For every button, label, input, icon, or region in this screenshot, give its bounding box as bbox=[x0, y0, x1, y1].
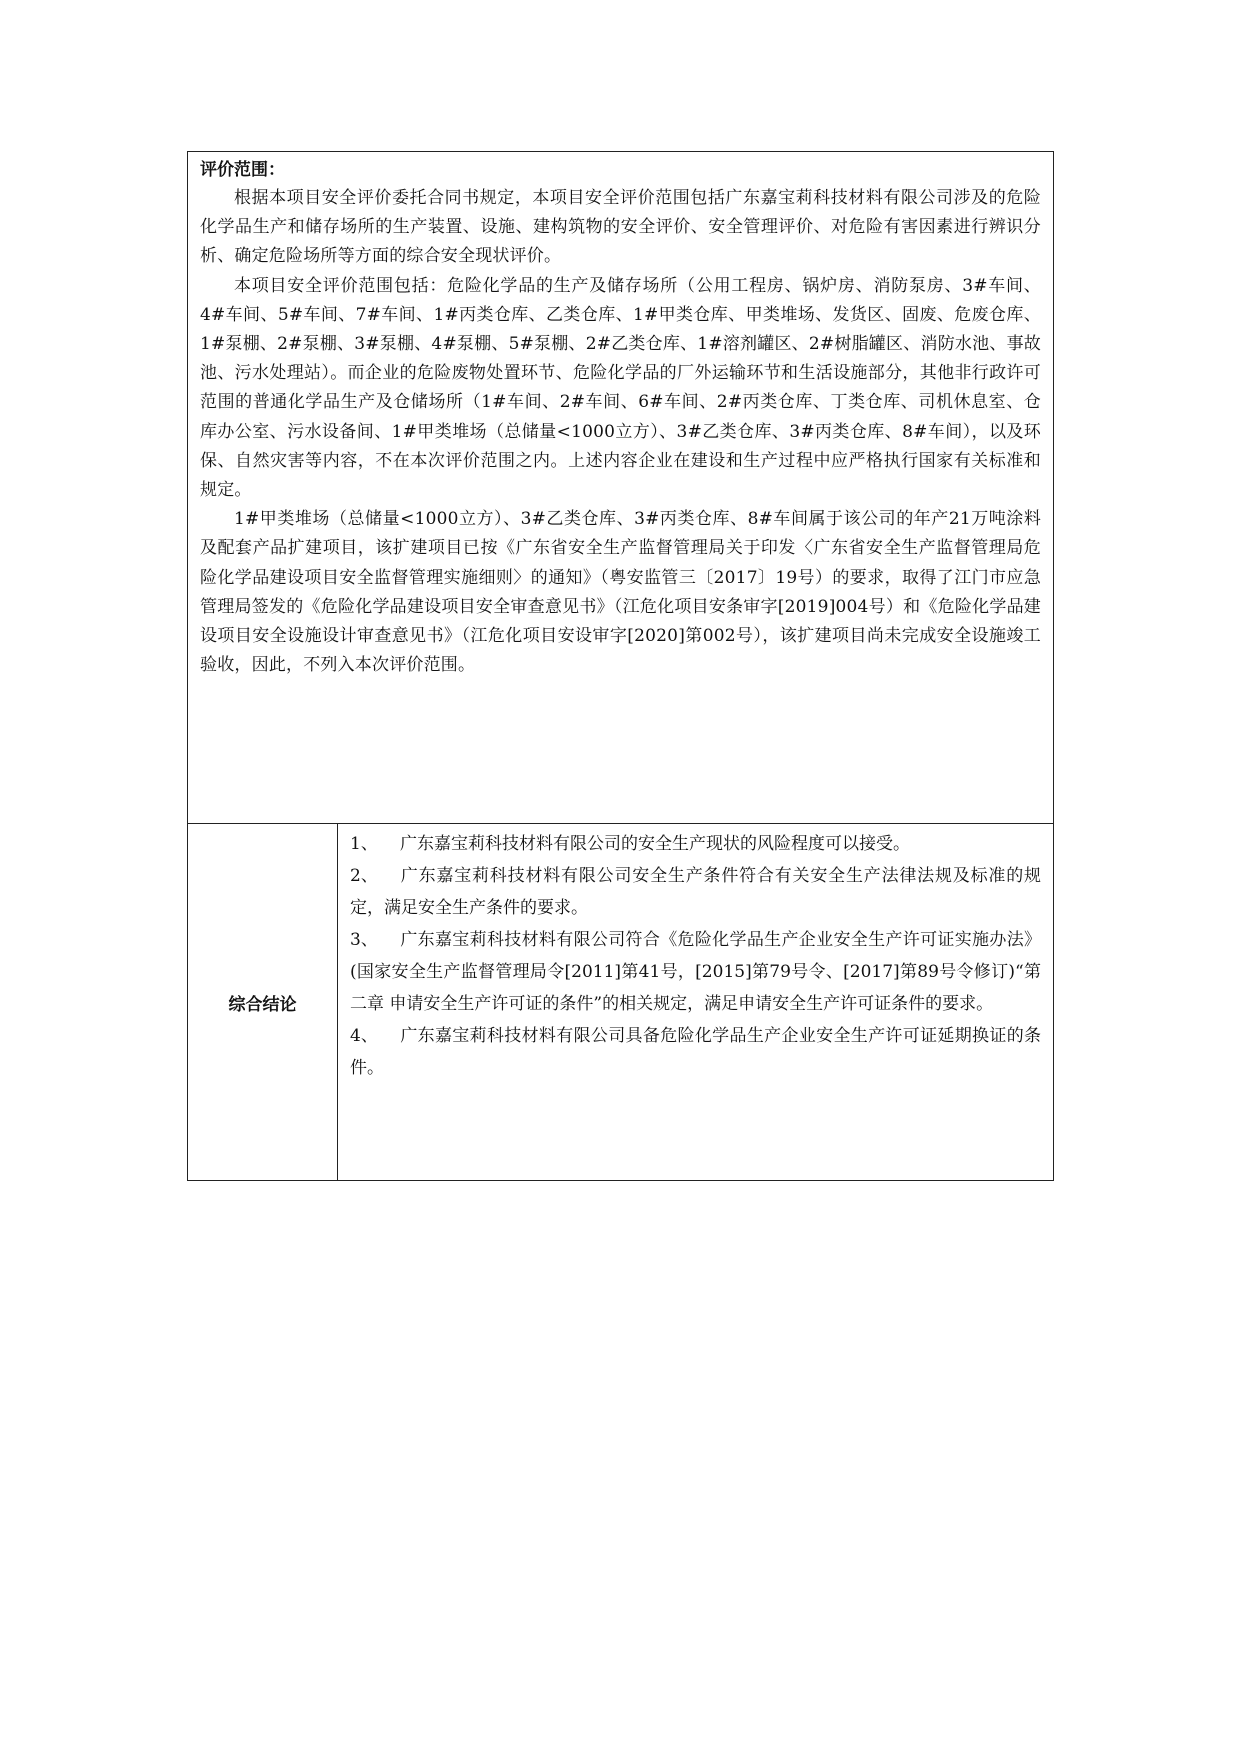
conclusion-item bbox=[350, 1020, 1041, 1084]
evaluation-table bbox=[187, 151, 1054, 1181]
conclusion-item-number: 4、 bbox=[350, 1026, 378, 1046]
conclusion-item-text: 广东嘉宝莉科技材料有限公司的安全生产现状的风险程度可以接受。 bbox=[400, 834, 910, 854]
scope-paragraph-2: 本项目安全评价范围包括：危险化学品的生产及储存场所（公用工程房、锅炉房、消防泵房、3#车间、4#车间、5#车间、7#车间、1#丙类仓库、乙类仓库、1#甲类仓库、甲类堆场、发货区、固废、危废仓库、1#泵棚、2#泵棚、3#泵棚、4#泵棚、5#泵棚、2#乙类仓库、1#溶剂罐区、2#树脂罐区、消防水池、事故池、污水处理站）。而企业的危险废物处置环节、危险化学品的厂外运输环节和生活设施部分，其他非行政许可范围的普通化学品生产及仓储场所（1#车间、2#车间、6#车间、2#丙类仓库、丁类仓库、司机休息室、仓库办公室、污水设备间、1#甲类堆场（总储量<1000立方）、3#乙类仓库、3#丙类仓库、8#车间），以及环保、自然灾害等内容，不在本次评价范围之内。上述内容企业在建设和生产过程中应严格执行国家有关标准和规定。 bbox=[200, 275, 1042, 501]
conclusion-item-text: 广东嘉宝莉科技材料有限公司安全生产条件符合有关安全生产法律法规及标准的规定，满足安全生产条件的要求。 bbox=[350, 866, 1042, 918]
conclusion-item bbox=[350, 860, 1041, 924]
conclusion-label: 综合结论 bbox=[188, 824, 338, 1181]
conclusion-item-number: 1、 bbox=[350, 834, 378, 854]
scope-row bbox=[188, 152, 1054, 824]
scope-title: 评价范围： bbox=[200, 160, 285, 180]
conclusion-item-number: 2、 bbox=[350, 866, 378, 886]
scope-cell bbox=[188, 152, 1054, 824]
conclusion-item-number: 3、 bbox=[350, 930, 378, 950]
scope-paragraph-3: 1#甲类堆场（总储量<1000立方）、3#乙类仓库、3#丙类仓库、8#车间属于该公司的年产21万吨涂料及配套产品扩建项目，该扩建项目已按《广东省安全生产监督管理局关于印发〈广东省安全生产监督管理局危险化学品建设项目安全监督管理实施细则〉的通知》（粤安监管三〔2017〕19号）的要求，取得了江门市应急管理局签发的《危险化学品建设项目安全审查意见书》（江危化项目安条审字[2019]004号）和《危险化学品建设项目安全设施设计审查意见书》（江危化项目安设审字[2020]第002号），该扩建项目尚未完成安全设施竣工验收，因此，不列入本次评价范围。 bbox=[200, 509, 1042, 676]
scope-paragraph-1: 根据本项目安全评价委托合同书规定，本项目安全评价范围包括广东嘉宝莉科技材料有限公司涉及的危险化学品生产和储存场所的生产装置、设施、建构筑物的安全评价、安全管理评价、对危险有害因素进行辨识分析、确定危险场所等方面的综合安全现状评价。 bbox=[200, 188, 1042, 267]
conclusion-item bbox=[350, 828, 1041, 860]
conclusion-item bbox=[350, 924, 1041, 1020]
conclusion-item-text: 广东嘉宝莉科技材料有限公司具备危险化学品生产企业安全生产许可证延期换证的条件。 bbox=[350, 1026, 1042, 1078]
conclusion-cell bbox=[338, 824, 1054, 1181]
conclusion-row bbox=[188, 824, 1054, 1181]
conclusion-item-text: 广东嘉宝莉科技材料有限公司符合《危险化学品生产企业安全生产许可证实施办法》(国家安全生产监督管理局令[2011]第41号，[2015]第79号令、[2017]第89号令修订)“第二章 申请安全生产许可证的条件”的相关规定，满足申请安全生产许可证条件的要求。 bbox=[350, 930, 1042, 1014]
